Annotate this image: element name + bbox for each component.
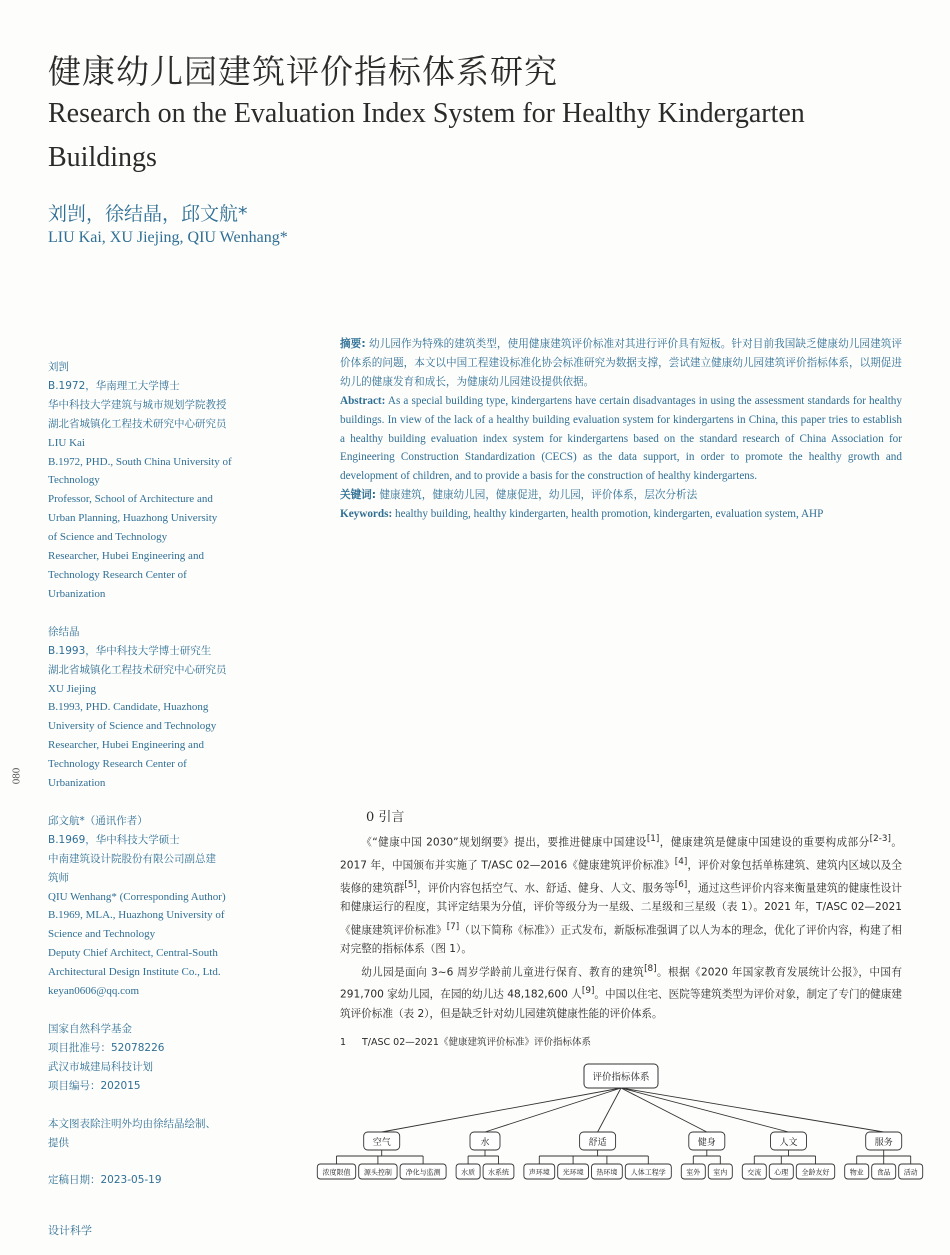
sidebar-block [48,358,258,604]
group-node-label: 人文 [779,1138,798,1148]
sidebar-line: B.1993, PHD. Candidate, Huazhong [48,701,209,714]
sidebar-line: XU Jiejing [48,682,96,695]
sidebar-line: 华中科技大学建筑与城市规划学院教授 [48,398,227,411]
sidebar-line: 提供 [48,1136,69,1149]
sidebar-line: 中南建筑设计院股份有限公司副总建 [48,852,216,865]
leaf-node-label: 热环境 [596,1168,618,1177]
leaf-node-label: 食品 [876,1168,891,1177]
citation: [2-3] [869,834,891,845]
sidebar-line: Architectural Design Institute Co., Ltd. [48,966,221,979]
abstract-chinese [340,335,902,392]
title-english: Research on the Evaluation Index System for Healthy Kindergarten Buildings [48,98,805,173]
sidebar-line: 武汉市城建局科技计划 [48,1060,153,1073]
authors-english: LIU Kai, XU Jiejing, QIU Wenhang* [48,229,288,246]
root-node-label: 评价指标体系 [592,1072,650,1083]
citation: [4] [674,856,688,867]
leaf-node-label: 全龄友好 [801,1168,830,1177]
sidebar-line: Researcher, Hubei Engineering and [48,739,204,752]
leaf-node-label: 活动 [903,1168,918,1177]
paragraph-2 [340,960,902,1025]
sidebar-line: of Science and Technology [48,531,168,544]
leaf-node-label: 人体工程学 [630,1168,666,1177]
sidebar-block [48,1115,258,1153]
leaf-node-label: 室外 [686,1168,701,1177]
sidebar-line: 项目批准号：52078226 [48,1041,165,1054]
sidebar-line: B.1969, MLA., Huazhong University of [48,909,225,922]
keywords-english [340,505,902,524]
sidebar-line: Deputy Chief Architect, Central-South [48,947,218,960]
group-node-label: 水 [480,1138,490,1148]
abstract-en-label: Abstract: [340,394,386,407]
figure-number: 1 [340,1037,347,1048]
text-run: （以下简称《标准》）正式发布，新版标准强调了以人为本的理念，优化了评价内容，构建了相对完整的指标体系（图 1）。 [340,924,903,956]
abstract-en-text: As a special building type, kindergartens have certain disadvantages in using the assessment standards for healthy buildings. In view of the lack of a healthy building evaluation system for kindergartens in China, this paper tries to establish a healthy building evaluation index system for kindergartens based on the standard research of China Association for Engineering Construction Standardization (CECS) as the data support, in order to promote the healthy growth and development of children, and to provide a basis for the construction of healthy kindergartens. [340,394,902,483]
authors-chinese: 刘剀，徐结晶，邱文航* [48,203,248,225]
sidebar-line: Professor, School of Architecture and [48,493,213,506]
sidebar-block [48,1020,258,1096]
keywords-en-label: Keywords: [340,508,393,521]
journal-section-footer: 设计科学 [48,1224,92,1237]
text-run: 。2017 年，中国颁布并实施了 T/ASC 02—2016《健康建筑评价标准》 [340,836,902,872]
abstract-english [340,392,902,487]
sidebar-line: 项目编号：202015 [48,1079,141,1092]
sidebar-line: 邱文航*（通讯作者） [48,814,148,827]
tree-connector [621,1088,707,1132]
text-run: 《“健康中国 2030”规划纲要》提出，要推进健康中国建设 [361,836,647,849]
citation: [8] [644,963,657,974]
sidebar-line: University of Science and Technology [48,720,217,733]
citation: [5] [404,879,417,890]
tree-connector [485,1088,621,1132]
group-node-label: 舒适 [588,1138,607,1148]
leaf-node-label: 交流 [747,1168,762,1177]
leaf-node-label: 净化与监测 [405,1168,441,1177]
sidebar-line: Urbanization [48,587,106,600]
sidebar-line: B.1993，华中科技大学博士研究生 [48,644,212,657]
section-heading-introduction: 0 引言 [366,810,405,825]
author-info-sidebar [48,358,258,1209]
text-run: 。根据《2020 年国家教育发展统计公报》，中国有 291,700 家幼儿园，在园的幼儿达 48,182,600 人 [340,966,903,1001]
sidebar-line: Researcher, Hubei Engineering and [48,550,204,563]
sidebar-block [48,623,258,793]
sidebar-line: 定稿日期：2023-05-19 [48,1174,162,1187]
group-node-label: 健身 [697,1138,716,1148]
sidebar-line: 国家自然科学基金 [48,1023,132,1035]
sidebar-line: Science and Technology [48,928,156,941]
sidebar-line: Urbanization [48,777,106,790]
evaluation-index-tree-diagram [322,1054,918,1186]
sidebar-line: 筑师 [48,871,69,884]
text-run: ，通过这些评价内容来衡量建筑的健康性设计和健康运行的程度，其评定结果为分值，评价等级分为一星级、二星级和三星级（表 1）。2021 年，T/ASC 02—2021《健康建筑评价标准》 [340,882,903,937]
tree-connector [621,1088,789,1132]
sidebar-line: Technology [48,474,100,487]
citation: [7] [446,921,460,932]
sidebar-line: QIU Wenhang* (Corresponding Author) [48,890,226,903]
leaf-node-label: 源头控制 [363,1168,392,1177]
text-run: 幼儿园是面向 3~6 周岁学龄前儿童进行保育、教育的建筑 [361,966,645,979]
sidebar-line: 本文图表除注明外均由徐结晶绘制、 [48,1117,216,1130]
sidebar-line: B.1972，华南理工大学博士 [48,379,180,392]
text-run: ，评价对象包括单栋建筑、建筑内区域以及全装修的建筑群 [340,859,902,895]
text-run: 。中国以住宅、医院等建筑类型为评价对象，制定了专门的健康建筑评价标准（表 2），但是缺乏针对幼儿园建筑健康性能的评价体系。 [340,988,902,1021]
body-text [340,808,902,1024]
tree-connector [382,1088,621,1132]
text-run: ，评价内容包括空气、水、舒适、健身、人文、服务等 [416,882,675,895]
abstract-cn-text: 幼儿园作为特殊的建筑类型，使用健康建筑评价标准对其进行评价具有短板。针对目前我国缺乏健康幼儿园建筑评价体系的问题，本文以中国工程建设标准化协会标准研究为数据支撑，尝试建立健康幼儿园建筑评价指标体系，以期促进幼儿的健康发育和成长，为健康幼儿园建设提供依据。 [340,338,902,388]
citation: [6] [674,879,688,890]
sidebar-line: 徐结晶 [48,625,80,638]
sidebar-line: Urban Planning, Huazhong University [48,512,218,525]
text-run: ，健康建筑是健康中国建设的重要构成部分 [659,836,870,849]
keywords-en-text: healthy building, healthy kindergarten, health promotion, kindergarten, evaluation system, AHP [392,508,824,521]
group-node-label: 服务 [874,1138,893,1148]
figure-caption-text: T/ASC 02—2021《健康建筑评价标准》评价指标体系 [362,1037,591,1048]
tree-connector [621,1088,884,1132]
sidebar-line: Technology Research Center of [48,758,187,771]
figure-caption [340,1034,591,1048]
abstract-cn-label: 摘要: [340,338,366,350]
leaf-node-label: 光环境 [562,1168,584,1177]
sidebar-block [48,1171,258,1190]
keywords-cn-text: 健康建筑，健康幼儿园，健康促进，幼儿园，评价体系，层次分析法 [376,489,698,502]
leaf-node-label: 声环境 [528,1168,550,1177]
citation: [9] [581,986,595,997]
page-number: 080 [10,767,23,785]
title-chinese: 健康幼儿园建筑评价指标体系研究 [48,52,558,91]
leaf-node-label: 室内 [713,1168,728,1177]
citation: [1] [646,834,660,845]
leaf-node-label: 物业 [849,1168,864,1177]
sidebar-line[interactable]: keyan0606@qq.com [48,985,140,998]
sidebar-line: 湖北省城镇化工程技术研究中心研究员 [48,663,227,676]
group-node-label: 空气 [372,1138,391,1148]
leaf-node-label: 心理 [774,1168,789,1177]
sidebar-block [48,812,258,1001]
sidebar-line: B.1972, PHD., South China University of [48,455,232,468]
sidebar-line: LIU Kai [48,436,85,449]
sidebar-line: B.1969，华中科技大学硕士 [48,833,180,846]
abstract [340,335,902,524]
sidebar-line: Technology Research Center of [48,568,187,581]
keywords-cn-label: 关键词: [340,489,377,502]
sidebar-line: 刘剀 [48,361,69,373]
leaf-node-label: 浓度限值 [322,1168,351,1177]
paragraph-1 [340,830,902,959]
leaf-node-label: 水质 [461,1168,476,1177]
sidebar-line: 湖北省城镇化工程技术研究中心研究员 [48,417,227,430]
leaf-node-label: 水系统 [488,1168,509,1177]
keywords-chinese [340,486,902,505]
